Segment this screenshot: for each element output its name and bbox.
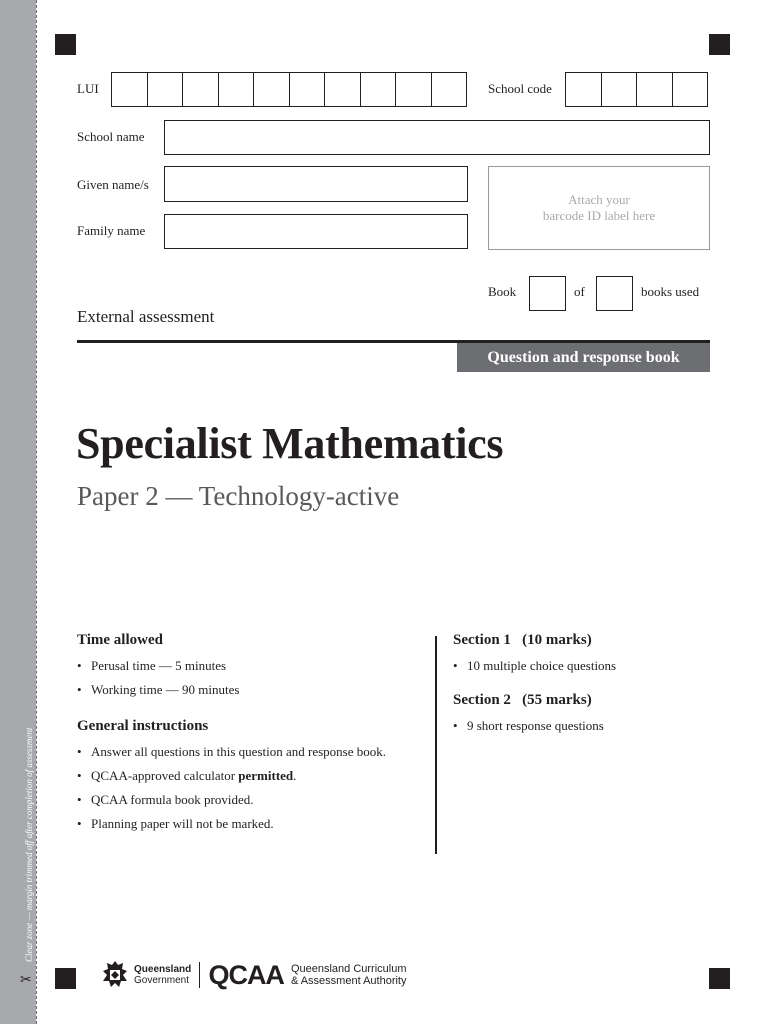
page-title: Specialist Mathematics (76, 419, 504, 468)
instructions-column (77, 632, 422, 839)
book-label: Book (488, 284, 517, 299)
family-name-label: Family name (77, 223, 146, 238)
lui-input[interactable] (111, 72, 467, 107)
section-2-heading: Section 2 (55 marks) (453, 692, 592, 708)
queensland-government-wordmark (134, 964, 191, 986)
barcode-instruction-line1: Attach your (568, 192, 630, 207)
registration-mark-bottom-left (55, 968, 76, 989)
column-divider (435, 636, 437, 854)
list-item: • 9 short response questions (453, 717, 713, 734)
qcaa-logo: QCAA (208, 959, 284, 990)
list-item: • Planning paper will not be marked. (77, 815, 422, 832)
time-allowed-heading: Time allowed (77, 632, 163, 648)
qcaa-wordmark (291, 963, 407, 987)
list-item: • Working time — 90 minutes (77, 681, 422, 698)
section-1-list (453, 657, 713, 674)
qcaa-line2: & Assessment Authority (290, 975, 407, 987)
list-item: • 10 multiple choice questions (453, 657, 713, 674)
registration-mark-bottom-right (709, 968, 730, 989)
general-instructions-heading: General instructions (77, 718, 209, 734)
calculator-emphasis: permitted (238, 768, 294, 783)
section-1-heading: Section 1 (10 marks) (453, 632, 592, 648)
queensland-crest-icon (99, 959, 131, 991)
of-label: of (574, 284, 585, 299)
list-item: • QCAA formula book provided. (77, 791, 422, 808)
sections-column (453, 632, 713, 741)
lui-label: LUI (77, 81, 99, 96)
school-name-field[interactable] (164, 120, 710, 155)
barcode-instruction-line2: barcode ID label here (542, 208, 656, 223)
given-names-label: Given name/s (77, 177, 149, 192)
books-total-field[interactable] (596, 276, 633, 311)
clear-zone-note: Clear zone — margin trimmed off after completion of assessment (24, 727, 34, 962)
scissors-icon: ✂ (20, 972, 32, 988)
book-type-banner: Question and response book (457, 343, 710, 372)
cut-line (36, 0, 37, 1024)
school-name-label: School name (77, 129, 145, 144)
books-used-label: books used (641, 284, 700, 299)
registration-mark-top-right (709, 34, 730, 55)
page-subtitle: Paper 2 — Technology-active (77, 481, 400, 511)
logo-divider (199, 962, 200, 988)
family-name-field[interactable] (164, 214, 468, 249)
footer-logos (99, 958, 407, 992)
list-item (77, 767, 422, 784)
gov-name: Queensland (134, 964, 192, 975)
external-assessment-label: External assessment (77, 307, 215, 326)
school-code-input[interactable] (565, 72, 708, 107)
school-code-label: School code (488, 81, 552, 96)
qcaa-line1: Queensland Curriculum (290, 963, 407, 975)
list-item: • Perusal time — 5 minutes (77, 657, 422, 674)
given-names-field[interactable] (164, 166, 468, 202)
book-number-field[interactable] (529, 276, 566, 311)
time-allowed-list (77, 657, 422, 698)
barcode-label-area (488, 166, 710, 250)
list-item: • Answer all questions in this question and response book. (77, 743, 422, 760)
section-2-list (453, 717, 713, 734)
gov-sub: Government (134, 975, 190, 986)
calculator-text: QCAA-approved calculator (91, 768, 239, 783)
general-instructions-list (77, 743, 422, 832)
registration-mark-top-left (55, 34, 76, 55)
calculator-end: . (293, 768, 297, 783)
